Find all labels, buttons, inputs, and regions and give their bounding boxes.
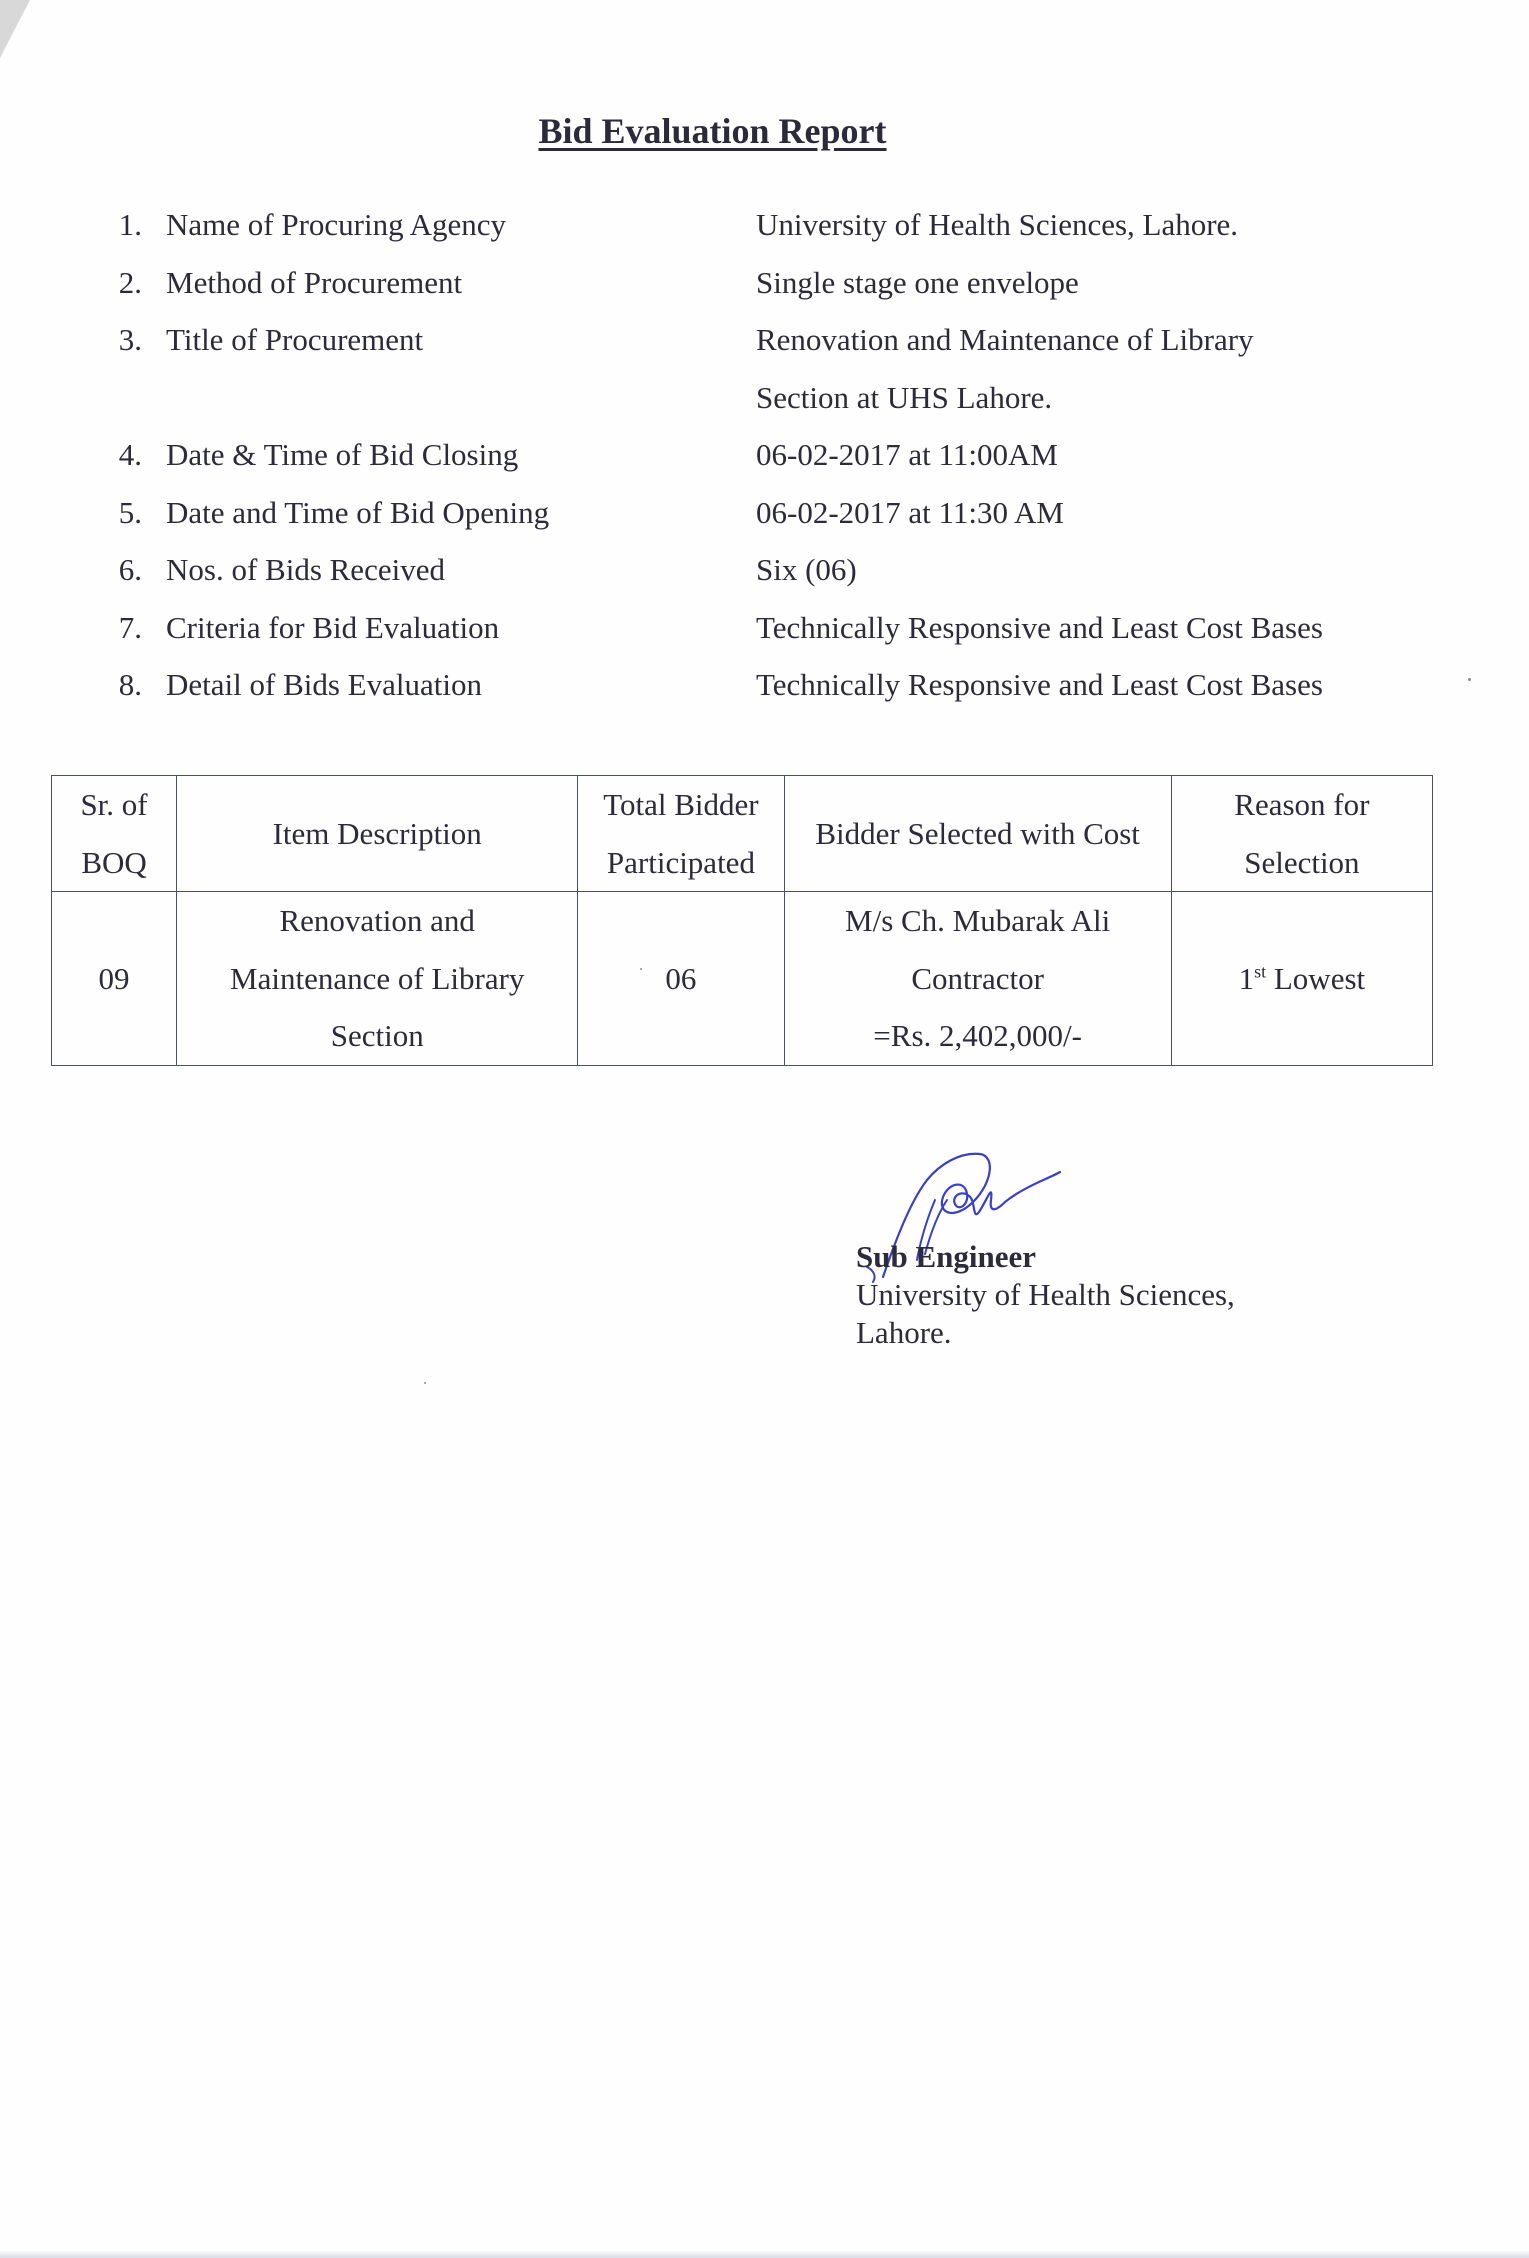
info-number: 6.	[118, 552, 142, 587]
header-line: Participated	[606, 844, 755, 880]
info-value	[756, 311, 1396, 426]
report-info-list	[110, 196, 1410, 714]
info-label: Nos. of Bids Received	[166, 552, 445, 587]
cell-total-bidders: 06	[578, 892, 784, 1066]
info-number: 7.	[118, 609, 142, 645]
cell-bidder-selected	[784, 892, 1171, 1066]
info-number: 3.	[118, 322, 142, 357]
header-line: Reason for	[1234, 787, 1370, 822]
reason-ordinal-suffix: st	[1254, 961, 1267, 982]
info-value-line: Technically Responsive and Least Cost Bases	[756, 609, 1323, 645]
info-row-procuring-agency	[110, 196, 1410, 254]
signatory-city: Lahore.	[856, 1315, 952, 1350]
scan-speck	[424, 1382, 426, 1384]
info-label: Date and Time of Bid Opening	[166, 494, 550, 530]
info-value-line: Single stage one envelope	[756, 264, 1079, 300]
info-value	[756, 196, 1396, 254]
info-label: Method of Procurement	[166, 264, 463, 300]
info-value	[756, 484, 1396, 542]
reason-text: Lowest	[1266, 960, 1366, 996]
cell-sr: 09	[52, 892, 177, 1066]
cell-item-description	[177, 892, 578, 1066]
cell-line: M/s Ch. Mubarak Ali	[845, 903, 1111, 938]
info-label: Criteria for Bid Evaluation	[166, 609, 500, 645]
info-number: 5.	[118, 494, 142, 530]
header-bidder-selected	[784, 776, 1171, 892]
info-value	[756, 656, 1396, 714]
page-bottom-edge	[0, 2250, 1529, 2258]
info-row-method-of-procurement	[110, 254, 1410, 312]
info-row-title-of-procurement	[110, 311, 1410, 426]
cell-line: Section	[330, 1018, 424, 1053]
page-corner-fold	[0, 0, 30, 58]
info-label: Name of Procuring Agency	[166, 207, 507, 242]
signatory-organization: University of Health Sciences,	[856, 1277, 1235, 1312]
signatory-title: Sub Engineer	[856, 1239, 1037, 1274]
table-row	[52, 892, 1433, 1066]
info-value	[756, 426, 1396, 484]
info-value-line: Renovation and Maintenance of Library	[756, 322, 1254, 357]
signatory-block	[856, 1238, 1235, 1352]
info-row-evaluation-criteria	[110, 599, 1410, 657]
header-line: Item Description	[272, 815, 482, 851]
info-row-bid-closing	[110, 426, 1410, 484]
header-line: BOQ	[81, 844, 147, 880]
info-value-line: Technically Responsive and Least Cost Bases	[756, 667, 1323, 702]
cell-line: =Rs. 2,402,000/-	[873, 1018, 1082, 1053]
cell-line: Contractor	[911, 960, 1044, 996]
scan-speck	[1468, 678, 1471, 681]
report-title: Bid Evaluation Report	[538, 111, 887, 151]
info-number: 8.	[118, 667, 142, 702]
info-label: Detail of Bids Evaluation	[166, 667, 482, 702]
header-item-description	[177, 776, 578, 892]
info-row-bids-received	[110, 541, 1410, 599]
info-value-line: 06-02-2017 at 11:00AM	[756, 437, 1058, 472]
cell-line: Renovation and	[279, 903, 475, 938]
header-line: Sr. of	[80, 787, 148, 822]
info-label: Title of Procurement	[166, 322, 424, 357]
info-row-evaluation-detail	[110, 656, 1410, 714]
header-line: Bidder Selected with Cost	[815, 815, 1140, 851]
info-number: 1.	[118, 207, 142, 242]
info-value	[756, 599, 1396, 657]
info-value-line: University of Health Sciences, Lahore.	[756, 207, 1239, 242]
info-label: Date & Time of Bid Closing	[166, 437, 519, 472]
header-line: Total Bidder	[603, 787, 759, 822]
bid-evaluation-table	[51, 775, 1433, 1066]
info-value-line: Section at UHS Lahore.	[756, 379, 1053, 415]
info-row-bid-opening	[110, 484, 1410, 542]
reason-rank: 1	[1238, 960, 1255, 996]
info-value	[756, 254, 1396, 312]
info-number: 4.	[118, 437, 142, 472]
info-value-line: 06-02-2017 at 11:30 AM	[756, 494, 1064, 530]
cell-line: Maintenance of Library	[230, 960, 525, 996]
table-header-row	[52, 776, 1433, 892]
header-total-bidder	[578, 776, 784, 892]
cell-reason	[1171, 892, 1432, 1066]
info-number: 2.	[118, 264, 142, 300]
info-value-line: Six (06)	[756, 552, 857, 587]
info-value	[756, 541, 1396, 599]
scan-speck	[640, 968, 642, 970]
header-sr-of-boq	[52, 776, 177, 892]
header-line: Selection	[1244, 844, 1360, 880]
header-reason-for-selection	[1171, 776, 1432, 892]
